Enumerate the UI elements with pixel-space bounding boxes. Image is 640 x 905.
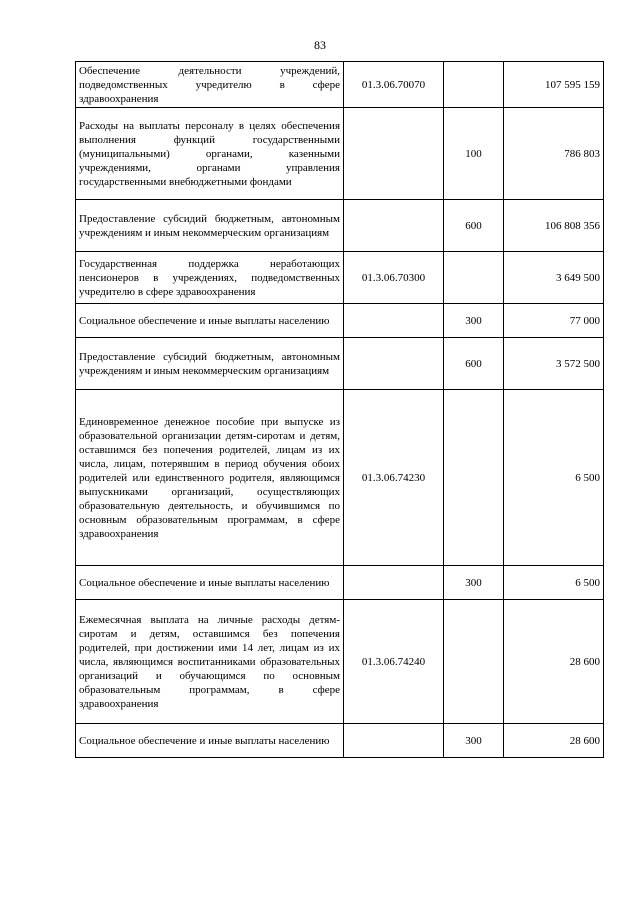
row-expense-type (444, 62, 504, 108)
row-expense-type (444, 252, 504, 304)
row-name: Социальное обеспечение и иные выплаты населению (76, 724, 344, 758)
row-name: Социальное обеспечение и иные выплаты населению (76, 304, 344, 338)
table-row (76, 390, 604, 566)
row-expense-type (444, 390, 504, 566)
budget-table (75, 61, 604, 758)
row-amount: 106 808 356 (504, 200, 604, 252)
row-amount: 28 600 (504, 600, 604, 724)
row-code: 01.3.06.74230 (344, 390, 444, 566)
row-expense-type: 600 (444, 200, 504, 252)
row-amount: 3 572 500 (504, 338, 604, 390)
table-row (76, 200, 604, 252)
table-row (76, 108, 604, 200)
row-expense-type (444, 600, 504, 724)
table-row (76, 724, 604, 758)
row-name: Предоставление субсидий бюджетным, автономным учреждениям и иным некоммерческим организациям (76, 200, 344, 252)
table-row (76, 252, 604, 304)
row-name: Ежемесячная выплата на личные расходы детям-сиротам и детям, оставшимся без попечения родителей, при достижении ими 14 лет, лицам из их числа, являющимся воспитанниками образовательных организаций и обучающимся по основным образовательным программам, в сфере здравоохранения (76, 600, 344, 724)
page-number: 83 (314, 38, 326, 52)
row-code: 01.3.06.70300 (344, 252, 444, 304)
row-expense-type: 600 (444, 338, 504, 390)
table-row (76, 338, 604, 390)
row-name: Единовременное денежное пособие при выпуске из образовательной организации детям-сиротам и детям, оставшимся без попечения родителей, лицам из их числа, лицам, потерявшим в период обучения обоих родителей или единственного родителя, являющимся выпускниками организаций, осуществляющих образовательную деятельность, и обучившимся по основным образовательным программам, в сфере здравоохранения (76, 390, 344, 566)
row-name: Социальное обеспечение и иные выплаты населению (76, 566, 344, 600)
table-row (76, 304, 604, 338)
table-row (76, 600, 604, 724)
row-code (344, 566, 444, 600)
row-amount: 786 803 (504, 108, 604, 200)
table-row (76, 566, 604, 600)
row-code (344, 338, 444, 390)
row-amount: 6 500 (504, 566, 604, 600)
row-name: Расходы на выплаты персоналу в целях обеспечения выполнения функций государственными (муниципальными) органами, казенными учреждениями, органами управления государственными внебюджетными фондами (76, 108, 344, 200)
table-row (76, 62, 604, 108)
row-amount: 77 000 (504, 304, 604, 338)
row-expense-type: 300 (444, 724, 504, 758)
row-code: 01.3.06.70070 (344, 62, 444, 108)
row-code (344, 200, 444, 252)
row-amount: 3 649 500 (504, 252, 604, 304)
row-code (344, 304, 444, 338)
row-expense-type: 300 (444, 566, 504, 600)
row-expense-type: 100 (444, 108, 504, 200)
row-name: Обеспечение деятельности учреждений, подведомственных учредителю в сфере здравоохранения (76, 62, 344, 108)
row-code: 01.3.06.74240 (344, 600, 444, 724)
row-name: Государственная поддержка неработающих пенсионеров в учреждениях, подведомственных учредителю в сфере здравоохранения (76, 252, 344, 304)
row-expense-type: 300 (444, 304, 504, 338)
row-amount: 28 600 (504, 724, 604, 758)
row-amount: 6 500 (504, 390, 604, 566)
row-code (344, 108, 444, 200)
row-code (344, 724, 444, 758)
row-amount: 107 595 159 (504, 62, 604, 108)
row-name: Предоставление субсидий бюджетным, автономным учреждениям и иным некоммерческим организациям (76, 338, 344, 390)
